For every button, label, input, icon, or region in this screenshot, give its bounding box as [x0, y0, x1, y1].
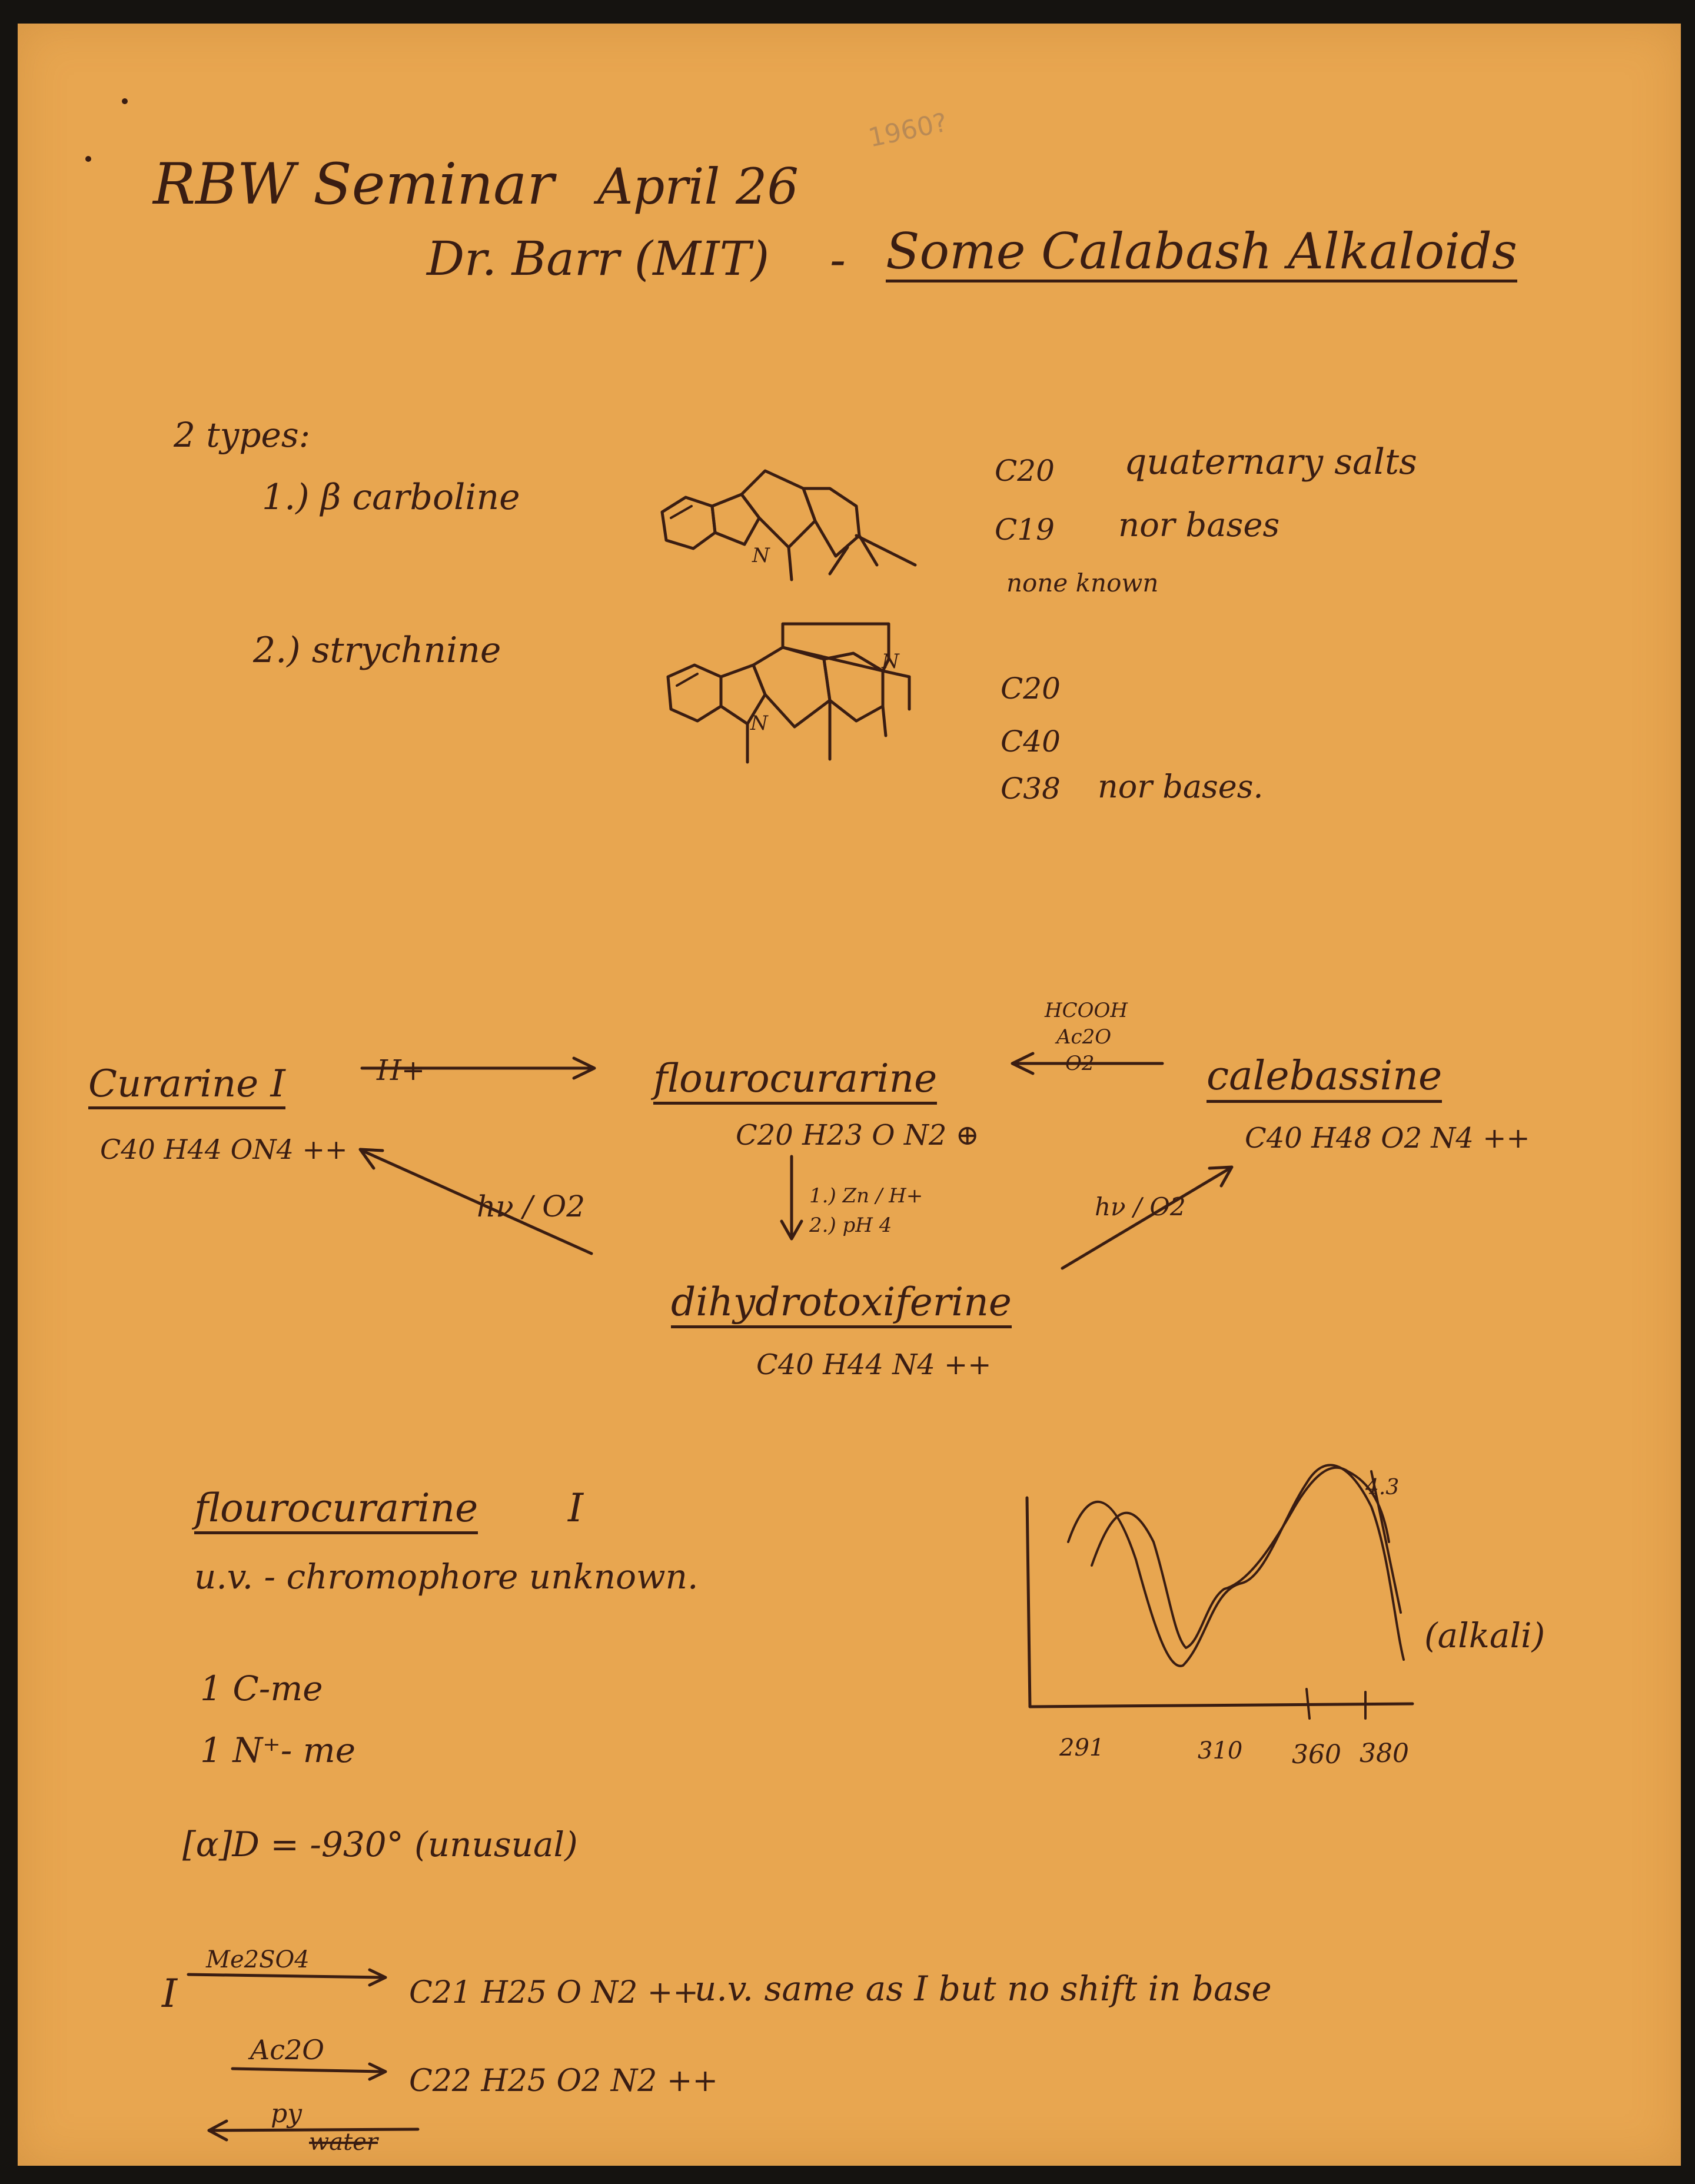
reagent-o2: O2	[1065, 1052, 1095, 1075]
arrow-to-curarine	[360, 1149, 591, 1254]
type1-formula-1: C20	[995, 454, 1055, 488]
ink-dot	[122, 98, 128, 104]
reaction1-comment: u.v. same as I but no shift in base	[694, 1969, 1272, 2009]
uv-curve-neutral	[1068, 1465, 1404, 1666]
reaction2-reagent: Ac2O	[250, 2034, 324, 2066]
section-numeral: I	[568, 1485, 584, 1531]
uv-y-axis	[1027, 1498, 1030, 1707]
header-date: April 26	[597, 158, 799, 215]
uv-curve-tail	[1371, 1471, 1401, 1613]
dihydrotoxiferine-name: dihydrotoxiferine	[671, 1283, 1012, 1328]
arrow-py-reverse	[209, 2121, 418, 2140]
type2-formula-2: C40	[1001, 724, 1061, 759]
type1-desc-1: quaternary salts	[1124, 441, 1417, 483]
c-methyl-line: 1 C-me	[200, 1668, 323, 1708]
ring-nitrogen-label: N	[882, 650, 899, 673]
uv-tick-291: 291	[1059, 1734, 1105, 1761]
header-speaker: Dr. Barr (MIT)	[427, 231, 770, 286]
pencil-date-note: 1960?	[866, 107, 950, 154]
reaction3-reagent: py	[271, 2099, 303, 2129]
flourocurarine-name: flourocurarine	[653, 1059, 937, 1105]
type1-formula-2: C19	[995, 513, 1055, 547]
ink-dot	[85, 156, 91, 162]
curarine-name: Curarine I	[88, 1065, 285, 1109]
uv-peak-label: 4.3	[1365, 1475, 1400, 1500]
reagent-ac2o: Ac2O	[1056, 1025, 1112, 1049]
arrow-hv-right-label: hν / O2	[1095, 1192, 1186, 1221]
uv-tick-380: 380	[1360, 1738, 1409, 1769]
arrow-to-calebassine	[1062, 1167, 1232, 1268]
uv-x-axis	[1030, 1704, 1412, 1707]
type-beta-carboline: 1.) β carboline	[262, 477, 520, 518]
header-topic: Some Calabash Alkaloids	[886, 227, 1517, 282]
type2-formula-3: C38	[1001, 772, 1061, 806]
arrow-curarine-to-flourocurarine	[362, 1058, 594, 1078]
uv-tick-360: 360	[1292, 1740, 1341, 1770]
header-dash: -	[830, 232, 846, 287]
ring-nitrogen-label: N	[752, 544, 770, 567]
uv-tick-310: 310	[1198, 1737, 1243, 1764]
reaction-start: I	[162, 1971, 178, 2016]
type1-desc-2: nor bases	[1118, 506, 1280, 544]
reaction3-struck-word: water	[309, 2129, 378, 2156]
arrow-calebassine-to-flourocurarine	[1012, 1053, 1162, 1073]
curarine-formula: C40 H44 ON4 ++	[100, 1133, 348, 1165]
rotation-line: [α]D = -930° (unusual)	[182, 1824, 578, 1864]
calebassine-name: calebassine	[1207, 1056, 1442, 1103]
reagent-zn: 1.) Zn / H+	[809, 1184, 923, 1208]
reaction1-reagent: Me2SO4	[206, 1946, 310, 1973]
reagent-hcooh: HCOOH	[1045, 999, 1128, 1022]
arrow-down-to-dihydrotoxiferine	[782, 1156, 802, 1239]
ring-nitrogen-label: N	[750, 712, 768, 735]
strychnine-structure	[668, 624, 909, 762]
section-title: flourocurarine	[194, 1489, 478, 1534]
reaction2-product: C22 H25 O2 N2 ++	[409, 2063, 719, 2099]
arrow-me2so4	[188, 1970, 385, 1985]
uv-line: u.v. - chromophore unknown.	[194, 1557, 699, 1597]
dihydrotoxiferine-formula: C40 H44 N4 ++	[756, 1348, 992, 1381]
arrow-h-plus-label: H+	[377, 1054, 426, 1087]
beta-carboline-structure	[662, 471, 915, 580]
type-strychnine: 2.) strychnine	[253, 630, 501, 671]
type1-desc-3: none known	[1006, 569, 1159, 597]
header-seminar: RBW Seminar	[153, 151, 554, 217]
arrow-ac2o	[232, 2064, 385, 2079]
type2-desc-3: nor bases.	[1098, 768, 1264, 805]
n-methyl-line: 1 N⁺- me	[200, 1730, 356, 1770]
reaction1-product: C21 H25 O N2 ++	[409, 1975, 699, 2010]
flourocurarine-formula: C20 H23 O N2 ⊕	[736, 1119, 979, 1152]
uv-series-label: (alkali)	[1424, 1615, 1546, 1656]
calebassine-formula: C40 H48 O2 N4 ++	[1245, 1122, 1530, 1155]
uv-spectrum-plot	[1027, 1465, 1412, 1718]
types-heading: 2 types:	[174, 415, 311, 455]
arrow-hv-left-label: hν / O2	[477, 1189, 586, 1224]
reagent-ph: 2.) pH 4	[809, 1214, 892, 1237]
type2-formula-1: C20	[1001, 672, 1061, 706]
